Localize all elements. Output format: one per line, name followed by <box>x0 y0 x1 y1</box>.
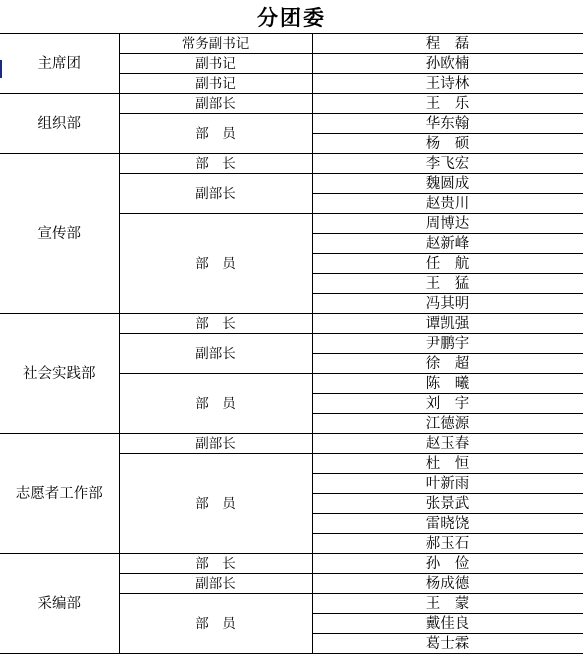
member-name-cell[interactable]: 郝玉石 <box>312 534 583 554</box>
member-name-cell[interactable]: 徐 超 <box>312 354 583 374</box>
member-name-cell[interactable]: 孙 俭 <box>312 554 583 574</box>
table-row <box>0 554 583 574</box>
member-name-cell[interactable]: 杨成德 <box>312 574 583 594</box>
department-name-cell[interactable]: 志愿者工作部 <box>0 434 119 554</box>
role-cell[interactable]: 部 员 <box>119 114 312 154</box>
roster-table-body <box>0 34 583 654</box>
member-name-cell[interactable]: 杨 硕 <box>312 134 583 154</box>
member-name-cell[interactable]: 李飞宏 <box>312 154 583 174</box>
member-name-cell[interactable]: 张景武 <box>312 494 583 514</box>
member-name-cell[interactable]: 尹鹏宇 <box>312 334 583 354</box>
member-name-cell[interactable]: 戴佳良 <box>312 614 583 634</box>
role-cell[interactable]: 副部长 <box>119 574 312 594</box>
member-name-cell[interactable]: 王 乐 <box>312 94 583 114</box>
member-name-cell[interactable]: 冯其明 <box>312 294 583 314</box>
role-cell[interactable]: 部 员 <box>119 594 312 654</box>
member-name-cell[interactable]: 王 猛 <box>312 274 583 294</box>
department-name-cell[interactable]: 宣传部 <box>0 154 119 314</box>
member-name-cell[interactable]: 周博达 <box>312 214 583 234</box>
member-name-cell[interactable]: 雷晓饶 <box>312 514 583 534</box>
member-name-cell[interactable]: 程 磊 <box>312 34 583 54</box>
member-name-cell[interactable]: 魏圆成 <box>312 174 583 194</box>
role-cell[interactable]: 副部长 <box>119 94 312 114</box>
member-name-cell[interactable]: 陈 曦 <box>312 374 583 394</box>
table-row <box>0 34 583 54</box>
role-cell[interactable]: 副部长 <box>119 174 312 214</box>
department-name-cell[interactable]: 主席团 <box>0 34 119 94</box>
table-row <box>0 154 583 174</box>
member-name-cell[interactable]: 杜 恒 <box>312 454 583 474</box>
table-row <box>0 314 583 334</box>
role-cell[interactable]: 部 长 <box>119 554 312 574</box>
role-cell[interactable]: 部 员 <box>119 374 312 434</box>
role-cell[interactable]: 部 长 <box>119 154 312 174</box>
department-name-cell[interactable]: 采编部 <box>0 554 119 654</box>
sheet-title: 分团委 <box>0 0 583 34</box>
member-name-cell[interactable]: 赵玉春 <box>312 434 583 454</box>
role-cell[interactable]: 部 长 <box>119 314 312 334</box>
member-name-cell[interactable]: 孙欧楠 <box>312 54 583 74</box>
role-cell[interactable]: 副书记 <box>119 74 312 94</box>
department-name-cell[interactable]: 社会实践部 <box>0 314 119 434</box>
member-name-cell[interactable]: 赵新峰 <box>312 234 583 254</box>
member-name-cell[interactable]: 刘 宇 <box>312 394 583 414</box>
department-name-cell[interactable]: 组织部 <box>0 94 119 154</box>
role-cell[interactable]: 副部长 <box>119 434 312 454</box>
table-row <box>0 434 583 454</box>
member-name-cell[interactable]: 王诗林 <box>312 74 583 94</box>
role-cell[interactable]: 副书记 <box>119 54 312 74</box>
member-name-cell[interactable]: 江德源 <box>312 414 583 434</box>
role-cell[interactable]: 常务副书记 <box>119 34 312 54</box>
member-name-cell[interactable]: 华东翰 <box>312 114 583 134</box>
member-name-cell[interactable]: 任 航 <box>312 254 583 274</box>
member-name-cell[interactable]: 葛士霖 <box>312 634 583 654</box>
role-cell[interactable]: 部 员 <box>119 454 312 554</box>
role-cell[interactable]: 副部长 <box>119 334 312 374</box>
roster-table <box>0 33 583 654</box>
table-row <box>0 94 583 114</box>
member-name-cell[interactable]: 王 蒙 <box>312 594 583 614</box>
member-name-cell[interactable]: 赵贵川 <box>312 194 583 214</box>
member-name-cell[interactable]: 谭凯强 <box>312 314 583 334</box>
member-name-cell[interactable]: 叶新雨 <box>312 474 583 494</box>
role-cell[interactable]: 部 员 <box>119 214 312 314</box>
